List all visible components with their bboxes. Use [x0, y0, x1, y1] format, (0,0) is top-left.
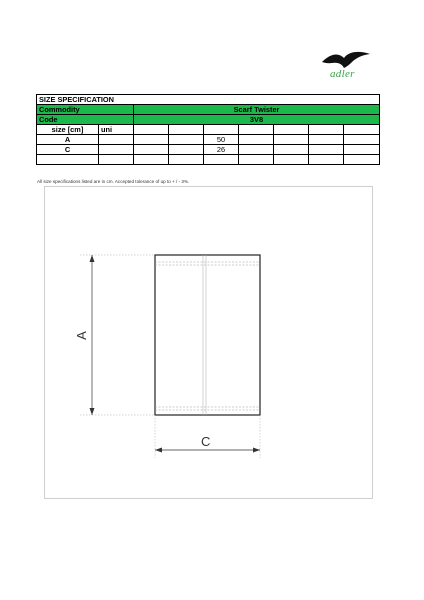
table-title: SIZE SPECIFICATION: [37, 95, 380, 105]
dimension-a-label: A: [73, 331, 89, 340]
row-label-c: C: [37, 145, 99, 155]
scarf-outline: [155, 255, 260, 415]
dimension-c-label: C: [201, 434, 211, 449]
row-value-a: 50: [204, 135, 239, 145]
row-value-c: 26: [204, 145, 239, 155]
code-value: 3V8: [134, 115, 380, 125]
size-header: size [cm]: [37, 125, 99, 135]
tolerance-note: All size specifications listed are in cm. Accepted tolerance of up to + / - 3%.: [37, 179, 190, 184]
code-label: Code: [37, 115, 134, 125]
row-label-a: A: [37, 135, 99, 145]
size-column-uni: uni: [99, 125, 134, 135]
commodity-label: Commodity: [37, 105, 134, 115]
commodity-value: Scarf Twister: [134, 105, 380, 115]
logo-wordmark: adler: [330, 68, 355, 80]
